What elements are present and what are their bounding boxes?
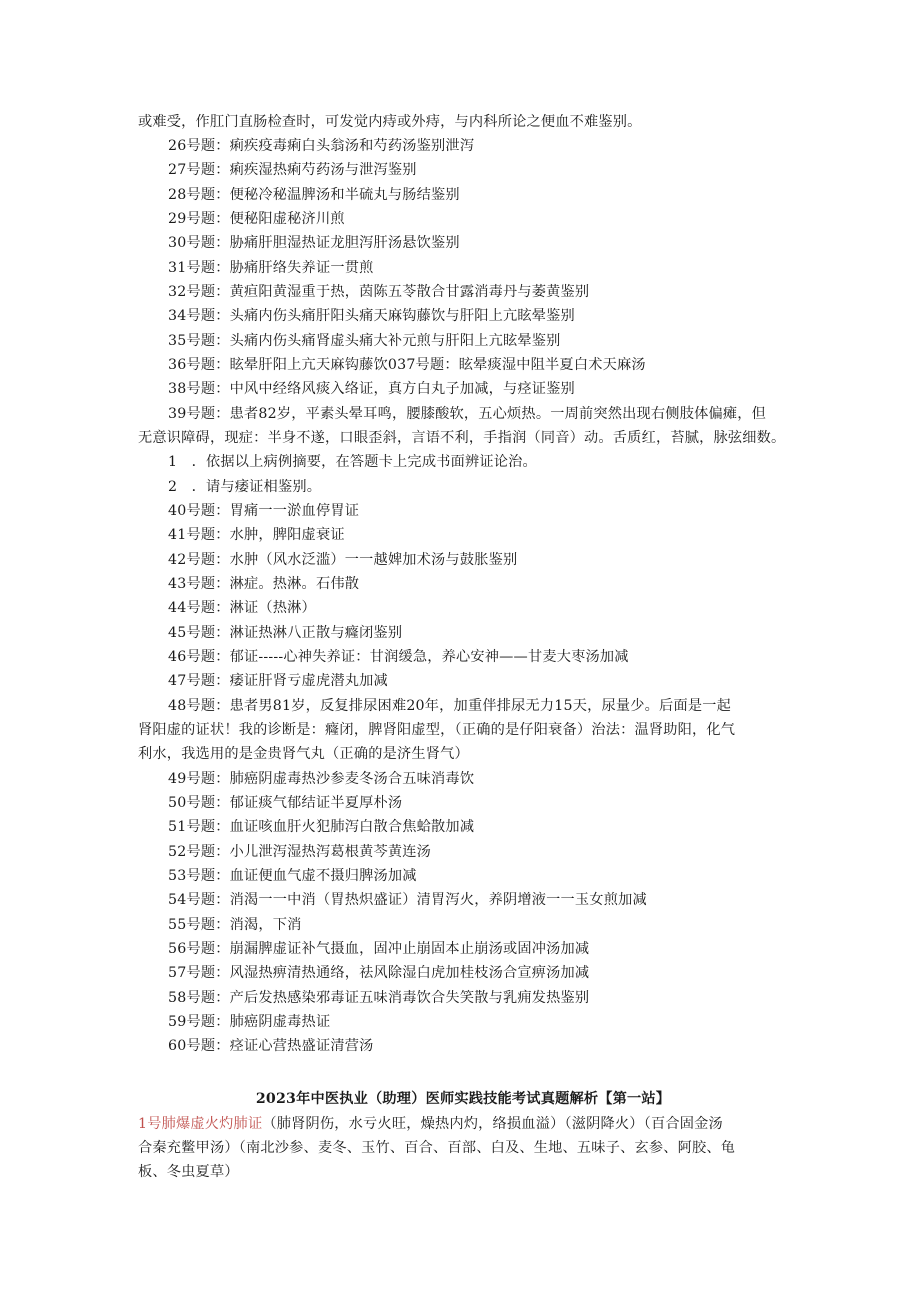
question-44: 44号题：淋证（热淋） xyxy=(168,600,316,616)
question-26: 26号题：痢疾疫毒痢白头翁汤和芍药汤鉴别泄泻 xyxy=(168,138,475,154)
question-50: 50号题：郁证痰气郁结证半夏厚朴汤 xyxy=(168,795,403,811)
answer-1-line xyxy=(138,1114,788,1134)
text-line: 利水，我选用的是金贵肾气丸（正确的是济生肾气） xyxy=(138,746,469,762)
answer-1-label: 1号肺爆虚火灼肺证 xyxy=(138,1116,263,1132)
question-34: 34号题：头痛内伤头痛肝阳头痛天麻钩藤饮与肝阳上亢眩晕鉴别 xyxy=(168,308,575,324)
question-45: 45号题：淋证热淋八正散与癃闭鉴别 xyxy=(168,625,403,641)
question-31: 31号题：胁痛肝络失养证一贯煎 xyxy=(168,260,374,276)
question-59: 59号题：肺癌阴虚毒热证 xyxy=(168,1014,331,1030)
question-35: 35号题：头痛内伤头痛肾虚头痛大补元煎与肝阳上亢眩晕鉴别 xyxy=(168,333,561,349)
question-57: 57号题：风湿热痹清热通络，祛风除湿白虎加桂枝汤合宣痹汤加减 xyxy=(168,965,590,981)
question-36-37: 36号题：眩晕肝阳上亢天麻钩藤饮037号题：眩晕痰湿中阻半夏白术天麻汤 xyxy=(168,357,646,373)
question-46: 46号题：郁证-----心神失养证：甘润缓急，养心安神——甘麦大枣汤加减 xyxy=(168,649,629,665)
question-54: 54号题：消渴一一中消（胃热炽盛证）清胃泻火，养阴增液一一玉女煎加减 xyxy=(168,892,647,908)
text-line: 或难受，作肛门直肠检查时，可发觉内痔或外痔，与内科所论之便血不难鉴别。 xyxy=(138,114,642,130)
question-56: 56号题：崩漏脾虚证补气摄血，固冲止崩固本止崩汤或固冲汤加减 xyxy=(168,941,590,957)
list-item: 1 ．依据以上病例摘要，在答题卡上完成书面辨证论治。 xyxy=(168,454,537,470)
question-41: 41号题：水肿，脾阳虚衰证 xyxy=(168,527,345,543)
question-49: 49号题：肺癌阴虚毒热沙参麦冬汤合五味消毒饮 xyxy=(168,771,475,787)
section-title: 2023年中医执业（助理）医师实践技能考试真题解析【第一站】 xyxy=(255,1091,671,1107)
question-48: 48号题：患者男81岁，反复排尿困难20年，加重伴排尿无力15天，尿量少。后面是一起 xyxy=(168,698,731,714)
question-27: 27号题：痢疾湿热痢芍药汤与泄泻鉴别 xyxy=(168,162,417,178)
question-43: 43号题：淋症。热淋。石伟散 xyxy=(168,576,360,592)
question-52: 52号题：小儿泄泻湿热泻葛根黄芩黄连汤 xyxy=(168,844,432,860)
text-line: 肾阳虚的证状！我的诊断是：癃闭，脾肾阳虚型，（正确的是仔阳衰备）治法：温肾助阳，化气 xyxy=(138,722,736,738)
text-line: 无意识障碍，现症：半身不遂，口眼歪斜，言语不利，手指润（同音）动。舌质红，苔腻，脉弦细数。 xyxy=(138,430,786,446)
question-47: 47号题：痿证肝肾亏虚虎潜丸加减 xyxy=(168,673,388,689)
list-item: 2 ．请与痿证相鉴别。 xyxy=(168,479,322,495)
text-line: 合秦充鳖甲汤）（南北沙参、麦冬、玉竹、百合、百部、白及、生地、五味子、玄参、阿胶、龟 xyxy=(138,1140,736,1156)
question-28: 28号题：便秘冷秘温脾汤和半硫丸与肠结鉴别 xyxy=(168,187,460,203)
question-30: 30号题：胁痛肝胆湿热证龙胆泻肝汤悬饮鉴别 xyxy=(168,235,460,251)
question-40: 40号题：胃痛一一淤血停胃证 xyxy=(168,503,360,519)
question-38: 38号题：中风中经络风痰入络证，真方白丸子加减，与痉证鉴别 xyxy=(168,381,575,397)
answer-1-text: （肺肾阴伤，水亏火旺，燥热内灼，络损血溢）（滋阴降火）（百合固金汤 xyxy=(262,1116,723,1132)
question-55: 55号题：消渴，下消 xyxy=(168,917,302,933)
question-32: 32号题：黄疸阳黄湿重于热，茵陈五苓散合甘露消毒丹与萎黄鉴别 xyxy=(168,284,590,300)
question-58: 58号题：产后发热感染邪毒证五味消毒饮合失笑散与乳痈发热鉴别 xyxy=(168,990,590,1006)
question-29: 29号题：便秘阳虚秘济川煎 xyxy=(168,211,345,227)
question-39: 39号题：患者82岁，平素头晕耳鸣，腰膝酸软，五心烦热。一周前突然出现右侧肢体偏瘫，但 xyxy=(168,406,767,422)
question-60: 60号题：痉证心营热盛证清营汤 xyxy=(168,1038,374,1054)
question-53: 53号题：血证便血气虚不摄归脾汤加减 xyxy=(168,868,417,884)
text-line: 板、冬虫夏草） xyxy=(138,1164,239,1180)
question-51: 51号题：血证咳血肝火犯肺泻白散合焦蛤散加减 xyxy=(168,819,475,835)
question-42: 42号题：水肿（风水泛滥）一一越婢加术汤与鼓胀鉴别 xyxy=(168,552,518,568)
